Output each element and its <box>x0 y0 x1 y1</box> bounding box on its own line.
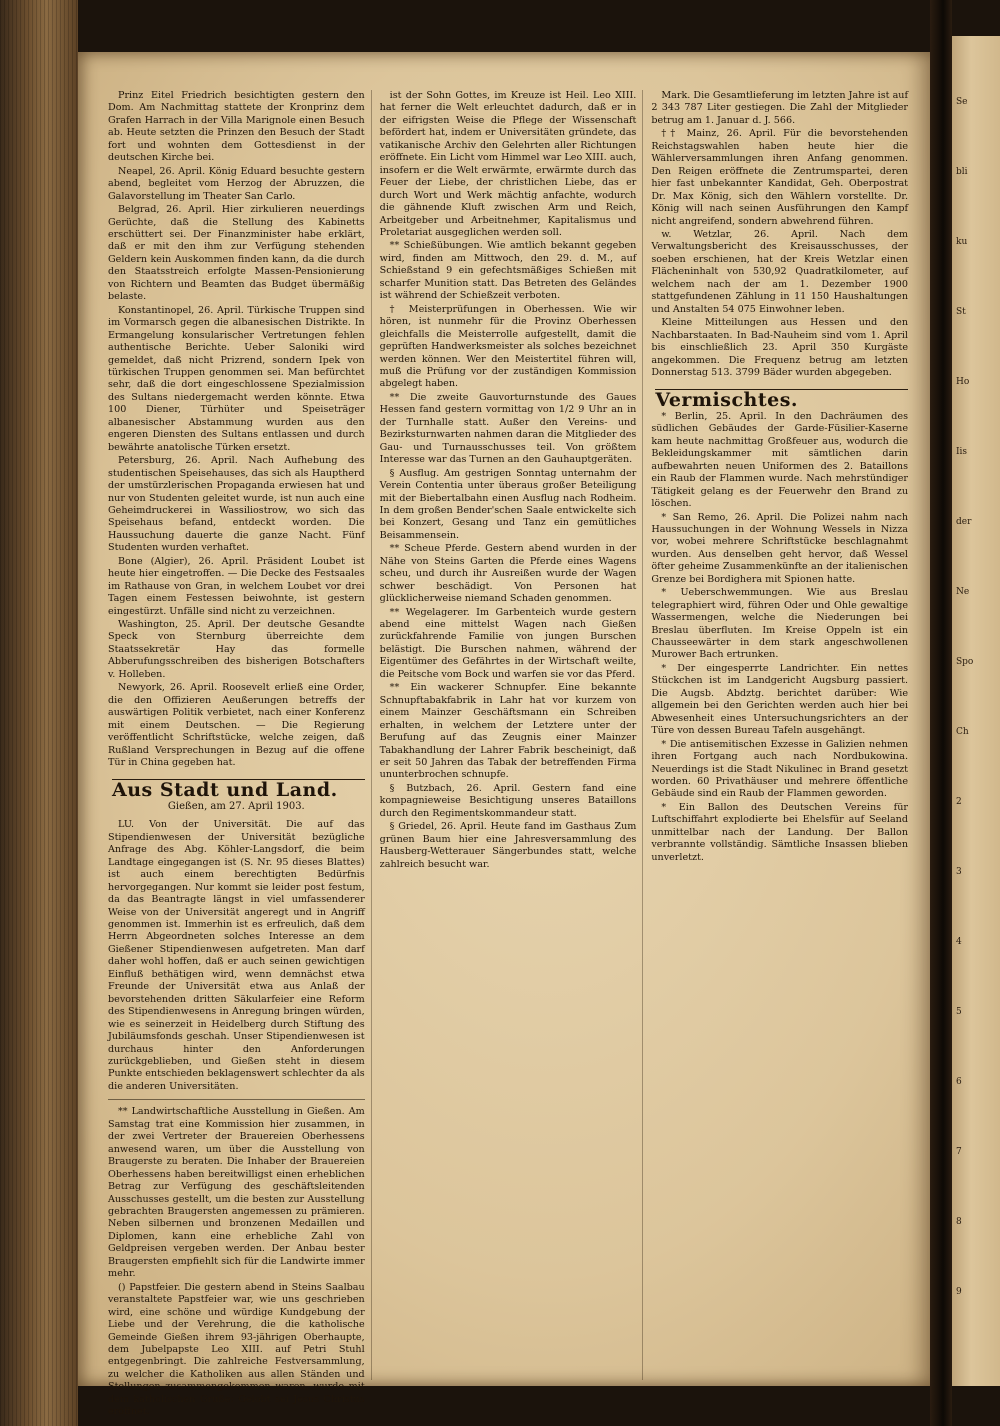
article: * San Remo, 26. April. Die Polizei nahm nach Haussuchungen in der Wohnung Wessels in Nizza vor, wobei mehrere Schriftstücke beschlagnahmt wurden. Aus denselben geht hervor, daß Wessel öfter geheime Zusammenkünfte an der italienischen Grenze bei Bordighera mit Spionen hatte. <box>651 511 909 585</box>
adjacent-page-fragment: 9 <box>956 1287 962 1297</box>
article: ** Wegelagerer. Im Garbenteich wurde gestern abend eine mittelst Wagen nach Gießen zurückfahrende Familie von jungen Burschen belästigt. Die Burschen nahmen, während der Eigentümer des Gefährtes in der Wirtschaft weilte, die Peitsche vom Bock und warfen sie vor das Pferd. <box>379 606 637 680</box>
adjacent-page-fragment: Ne <box>956 587 970 597</box>
adjacent-page-fragment: 5 <box>956 1007 962 1017</box>
article: ** Schießübungen. Wie amtlich bekannt gegeben wird, finden am Mittwoch, den 29. d. M., auf Schießstand 9 ein gefechtsmäßiges Schießen mit scharfer Munition statt. Das Betreten des Geländes ist während der Schießzeit verboten. <box>379 240 637 302</box>
adjacent-page-fragment: St <box>956 307 966 317</box>
article: Kleine Mitteilungen aus Hessen und den Nachbarstaaten. In Bad-Nauheim sind vom 1. April bis einschließlich 23. April 350 Kurgäste angekommen. Die Frequenz betrug am letzten Donnerstag 513. 3799 Bäder wurden abgegeben. <box>651 317 909 378</box>
article: * Berlin, 25. April. In den Dachräumen des südlichen Gebäudes der Garde-Füsilier-Kaserne kam heute nachmittag Großfeuer aus, wodurch die Bekleidungskammer mit sämtlichen darin aufbewahrten neuen Uniformen des 2. Bataillons ein Raub der Flammen wurde. Nach mehrstündiger Tätigkeit gelang es der Feuerwehr den Brand zu löschen. <box>651 410 909 510</box>
article: § Butzbach, 26. April. Gestern fand eine kompagnieweise Besichtigung unseres Bataillons durch den Regimentskommandeur statt. <box>379 782 637 819</box>
article: Petersburg, 26. April. Nach Aufhebung des studentischen Speisehauses, das sich als Hauptherd der umstürzlerischen Propaganda erwiesen hat und nur von Studenten geleitet wurde, ist nun auch eine Geheimdruckerei in Wassiliostrow, wo sich das Speisehaus befand, entdeckt worden. Die Haussuchung dauerte die ganze Nacht. Fünf Studenten wurden verhaftet. <box>108 455 365 554</box>
article: * Ein Ballon des Deutschen Vereins für Luftschiffahrt explodierte bei Ehelsfür auf Seeland unmittelbar nach der Landung. Der Ballon verbrannte vollständig. Sämtliche Insassen blieben unverletzt. <box>651 801 909 863</box>
divider <box>108 1099 365 1100</box>
adjacent-page-edge <box>952 36 1000 1386</box>
article: † Meisterprüfungen in Oberhessen. Wie wir hören, ist nunmehr für die Provinz Oberhessen gleichfalls die Meisterrolle aufgestellt, damit die geprüften Handwerksmeister als solches bezeichnet werden können. Wer den Meistertitel führen will, muß die Prüfung vor der zuständigen Kommission abgelegt haben. <box>379 303 637 390</box>
article: Bone (Algier), 26. April. Präsident Loubet ist heute hier eingetroffen. — Die Decke des Festsaales im Rathause von Gran, in welchem Loubet vor drei Tagen einem Festessen beiwohnte, ist gestern eingestürzt. Unfälle sind nicht zu verzeichnen. <box>108 555 365 617</box>
adjacent-page-fragment: 4 <box>956 937 962 947</box>
article: * Der eingesperrte Landrichter. Ein nettes Stückchen ist im Landgericht Augsburg passiert. Die Augsb. Abdztg. berichtet darüber: Wie allgemein bei den Gerichten werden auch hier bei Abwesenheit eines Untersuchungsrichters an der Türe von dessen Bureau Tafeln ausgehängt. <box>651 662 909 737</box>
column-1 <box>108 90 372 1418</box>
section-heading-vermischtes: Vermischtes. <box>655 389 908 406</box>
article: () Papstfeier. Die gestern abend in Steins Saalbau veranstaltete Papstfeier war, wie uns geschrieben wird, eine schöne und würdige Kundgebung der Liebe und der Verehrung, die die katholische Gemeinde Gießen ihrem 93-jährigen Oberhaupte, dem Jubelpapste Leo XIII. auf Petri Stuhl entgegenbringt. Die zahlreiche Festversammlung, zu welcher die Katholiken aus allen Ständen und Stellungen zusammengekommen waren, wurde mit dem katholischen Gruße: Gelobt sei Jesus Christus eröffnet. <box>108 1281 365 1418</box>
column-3 <box>651 90 908 1380</box>
book-edge <box>0 0 78 1426</box>
column-2 <box>380 90 644 1380</box>
article: ** Scheue Pferde. Gestern abend wurden in der Nähe von Steins Garten die Pferde eines Wagens scheu, und durch ihr Ausreißen wurde der Wagen schwer beschädigt. Von Personen hat glücklicherweise niemand Schaden genommen. <box>379 543 637 605</box>
adjacent-page-fragments <box>952 96 1000 1298</box>
adjacent-page-fragment: Ch <box>956 727 969 737</box>
adjacent-page-fragment: 7 <box>956 1147 962 1157</box>
dateline: Gießen, am 27. April 1903. <box>167 800 305 812</box>
adjacent-page-fragment: 3 <box>956 867 962 877</box>
article: Mark. Die Gesamtlieferung im letzten Jahre ist auf 2 343 787 Liter gestiegen. Die Zahl der Mitglieder betrug am 1. Januar d. J. 566. <box>651 90 909 126</box>
adjacent-page-fragment: 6 <box>956 1077 962 1087</box>
article: * Ueberschwemmungen. Wie aus Breslau telegraphiert wird, führen Oder und Ohle gewaltige Wassermengen, welche die Niederungen bei Breslau überfluten. Im Kreise Oppeln ist ein Chausseewärter in dem stark angeschwollenen Murower Bach ertrunken. <box>651 587 909 661</box>
adjacent-page-fragment: Se <box>956 97 968 107</box>
adjacent-page-fragment: bli <box>956 167 968 177</box>
columns <box>108 90 909 1418</box>
article: Konstantinopel, 26. April. Türkische Truppen sind im Vormarsch gegen die albanesischen Distrikte. In Ermangelung konsularischer Vertretungen fehlen authentische Berichte. Ueber Saloniki wird gemeldet, daß nicht Prizrend, sondern Ipek von türkischen Truppen genommen sei. Man befürchtet sehr, daß die dort eingeschlossene Spezialmission des Sultans niedergemacht werden könnte. Etwa 100 Diener, Türhüter und Speiseträger albanesischer Abstammung wurden aus den engeren Diensten des Sultans entlassen und durch bewährte anatolische Türken ersetzt. <box>108 304 365 453</box>
binding-gutter <box>930 0 952 1426</box>
article: § Griedel, 26. April. Heute fand im Gasthaus Zum grünen Baum hier eine Jahresversammlung des Hausberg-Wetterauer Sängerbundes statt, welche zahlreich besucht war. <box>379 821 637 870</box>
article: § Ausflug. Am gestrigen Sonntag unternahm der Verein Contentia unter überaus großer Beteiligung mit der Biebertalbahn einen Ausflug nach Rodheim. In dem großen Bender'schen Saale entwickelte sich bei Konzert, Gesang und Tanz ein gemütliches Beisammensein. <box>379 467 637 541</box>
article: Newyork, 26. April. Roosevelt erließ eine Order, die den Offizieren Aeußerungen betreffs der auswärtigen Politik verbietet, nach einer Konferenz mit einem Deutschen. — Die Regierung veröffentlicht Schriftstücke, welche zeigen, daß Rußland Versprechungen in Bezug auf die offene Tür in China gegeben hat. <box>108 682 365 769</box>
section-heading: Aus Stadt und Land. <box>112 779 365 796</box>
article: ist der Sohn Gottes, im Kreuze ist Heil. Leo XIII. hat ferner die Welt erleuchtet dadurch, daß er in der eifrigsten Weise die Pflege der Wissenschaft befördert hat, indem er Universitäten gründete, das vatikanische Archiv den Gelehrten aller Richtungen eröffnete. Ein Licht vom Himmel war Leo XIII. auch, insofern er die Welt erwärmte, erwärmte durch das Feuer der Liebe, der christlichen Liebe, das er durch Wort und Werk mächtig anfachte, wodurch die gähnende Kluft zwischen Arm und Reich, Arbeitgeber und Arbeitnehmer, Kapitalismus und Proletariat ausgeglichen werden soll. <box>379 90 637 238</box>
adjacent-page-fragment: ku <box>956 237 968 247</box>
adjacent-page-fragment: 2 <box>956 797 962 807</box>
article: Prinz Eitel Friedrich besichtigten gestern den Dom. Am Nachmittag stattete der Kronprinz dem Grafen Harrach in der Villa Marignole einen Besuch ab. Heute setzten die Prinzen den Besuch der Stadt fort und wohnten dem Gottesdienst in der deutschen Kirche bei. <box>108 90 365 164</box>
article: w. Wetzlar, 26. April. Nach dem Verwaltungsbericht des Kreisausschusses, der soeben erschienen, hat der Kreis Wetzlar einen Flächeninhalt von 530,92 Quadratkilometer, auf welchem nach der am 1. Dezember 1900 stattgefundenen Zählung in 11 150 Haushaltungen und Anstalten 54 075 Einwohner leben. <box>651 228 909 315</box>
article: ** Ein wackerer Schnupfer. Eine bekannte Schnupftabakfabrik in Lahr hat vor kurzem von einem Mainzer Geschäftsmann ein Schreiben erhalten, in welchem der Letztere unter der Berufung auf das Zeugnis einer Mainzer Tabakhandlung der Lahrer Fabrik bescheinigt, daß er seit 50 Jahren das Tabak der betreffenden Firma ununterbrochen schnupfe. <box>379 682 637 781</box>
article: ** Die zweite Gauvorturnstunde des Gaues Hessen fand gestern vormittag von 1/2 9 Uhr an in der Turnhalle statt. Außer den Vereins- und Bezirksturnwarten nahmen daran die Mitglieder des Gau- und Turnausschusses teil. Von größtem Interesse war das Turnen an den Gauhauptgeräten. <box>379 391 637 466</box>
article: * Die antisemitischen Exzesse in Galizien nehmen ihren Fortgang auch nach Nordbukowina. Neuerdings ist die Stadt Nikulinec in Brand gesetzt worden. 60 Privathäuser und mehrere öffentliche Gebäude sind ein Raub der Flammen geworden. <box>651 738 909 800</box>
article: †† Mainz, 26. April. Für die bevorstehenden Reichstagswahlen haben heute hier die Wählerversammlungen ihren Anfang genommen. Den Reigen eröffnete die Zentrumspartei, deren hier fast unbekannter Kandidat, Geh. Oberpostrat Dr. Max König, sich den Wählern vorstellte. Dr. König will nach seinen Ausführungen den Kampf nicht angreifend, sondern abwehrend führen. <box>651 128 909 227</box>
adjacent-page-fragment: Ho <box>956 377 970 387</box>
article: Belgrad, 26. April. Hier zirkulieren neuerdings Gerüchte, daß die Stellung des Kabinetts erschüttert sei. Der Finanzminister habe erklärt, daß er mit den ihm zur Verfügung stehenden Geldern kein Auskommen finden kann, da die durch den Staatsstreich erfolgte Massen-Pensionierung von Richtern und Beamten das Budget übermäßig belaste. <box>108 204 365 303</box>
article: ** Landwirtschaftliche Ausstellung in Gießen. Am Samstag trat eine Kommission hier zusammen, in der zwei Vertreter der Brauereien Oberhessens anwesend waren, um über die Ausstellung von Braugerste zu beraten. Die Inhaber der Brauereien Oberhessens haben bereitwilligst einen erheblichen Betrag zur Verfügung des geschäftsleitenden Ausschusses gestellt, um die besten zur Ausstellung gebrachten Braugersten angemessen zu prämieren. Neben silbernen und bronzenen Medaillen und Diplomen, kann eine erhebliche Zahl von Geldpreisen vergeben werden. Der Anbau bester Braugersten empfiehlt sich für die Landwirte immer mehr. <box>108 1106 365 1280</box>
article: Washington, 25. April. Der deutsche Gesandte Speck von Sternburg überreichte dem Staatssekretär Hay das formelle Abberufungsschreiben des bisherigen Botschafters v. Holleben. <box>108 619 365 680</box>
adjacent-page-fragment: der <box>956 517 972 527</box>
adjacent-page-fragment: 8 <box>956 1217 962 1227</box>
article: Neapel, 26. April. König Eduard besuchte gestern abend, begleitet vom Herzog der Abruzzen, die Galavorstellung im Theater San Carlo. <box>108 165 365 202</box>
adjacent-page-fragment: Spo <box>956 657 974 667</box>
article: LU. Von der Universität. Die auf das Stipendienwesen der Universität bezügliche Anfrage des Abg. Köhler-Langsdorf, die beim Landtage eingegangen ist (S. Nr. 95 dieses Blattes) ist auch einem berechtigten Bedürfnis hervorgegangen. Nur kommt sie leider post festum, da das Beantragte längst in viel umfassenderer Weise von der Universität angeregt und in Angriff genommen ist. Immerhin ist es erfreulich, daß dem Herrn Abgeordneten solches Interesse an dem Gießener Stipendienwesen aufgetreten. Man darf daher wohl hoffen, daß er auch seinen gewichtigen Einfluß bethätigen wird, wenn demnächst etwa Freunde der Universität etwa aus Anlaß der bevorstehenden dritten Säkularfeier eine Reform des Stipendienwesens in Anregung bringen würden, wie es seinerzeit in Heidelberg durch Stiftung des Jubiläumsfonds geschah. Unser Stipendienwesen ist durchaus hinter den Anforderungen zurückgeblieben, und Gießen steht in diesem Punkte entschieden beklagenswert schlechter da als die anderen Universitäten. <box>108 819 365 1092</box>
adjacent-page-fragment: Iis <box>956 447 968 457</box>
newspaper-page <box>78 52 930 1418</box>
